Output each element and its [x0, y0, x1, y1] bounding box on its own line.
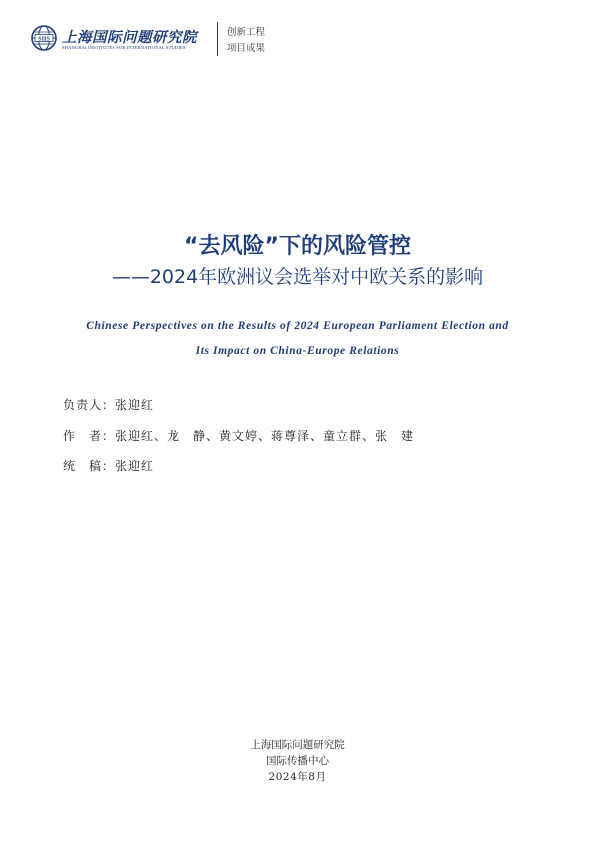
emblem-text: SIIS — [38, 35, 50, 43]
credit-editor: 统 稿：张迎红 — [63, 459, 155, 473]
globe-emblem-icon — [30, 25, 58, 51]
subtitle: ——2024年欧洲议会选举对中欧关系的影响 — [111, 266, 484, 288]
credit-responsible: 负责人：张迎红 — [63, 398, 155, 412]
institute-logo — [30, 22, 210, 54]
header-tag-innovation: 创新工程 — [227, 27, 266, 38]
footer-date: 2024年8月 — [268, 771, 327, 783]
english-title-line-1: Chinese Perspectives on the Results of 2024 European Parliament Election and — [86, 320, 509, 332]
header-tag-results: 项目成果 — [227, 43, 266, 54]
logo-chinese-name: 上海国际问题研究院 — [62, 29, 197, 46]
footer-institute: 上海国际问题研究院 — [250, 739, 345, 751]
logo-english-name: SHANGHAI INSTITUTES FOR INTERNATIONAL STUDIES — [62, 45, 186, 50]
header-divider — [217, 22, 218, 56]
footer-center: 国际传播中心 — [266, 755, 329, 767]
main-title: “去风险”下的风险管控 — [184, 234, 411, 259]
credit-authors: 作 者：张迎红、龙 静、黄文婷、蒋尊泽、童立群、张 建 — [63, 429, 415, 443]
english-title-line-2: Its Impact on China-Europe Relations — [195, 345, 400, 357]
